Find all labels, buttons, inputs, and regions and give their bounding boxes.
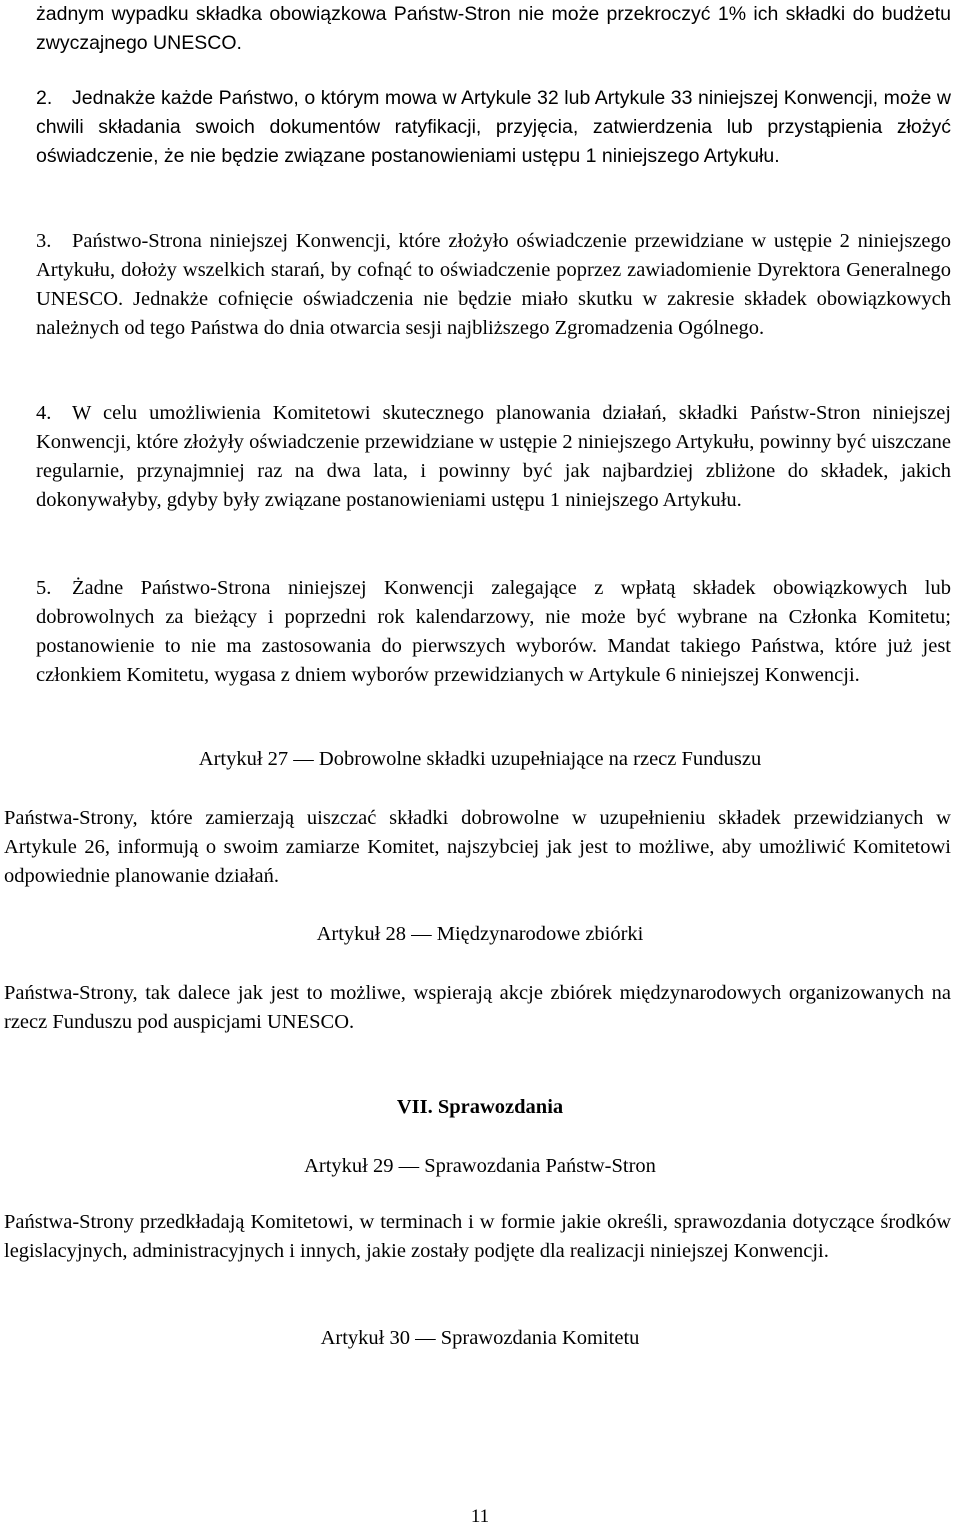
paragraph-4-text: W celu umożliwienia Komitetowi skutecznego planowania działań, składki Państw-Stron niniejszej Konwencji, które złożyły oświadczenie przewidziane w ustępie 2 niniejszego Artykułu, powinny być uiszczane regularnie, przynajmniej raz na dwa lata, i powinny być jak najbardziej zbliżone do składek, jakich dokonywałyby, gdyby były związane postanowieniami ustępu 1 niniejszego Artykułu.: [36, 402, 951, 511]
article-30-heading: Artykuł 30 — Sprawozdania Komitetu: [320, 1327, 640, 1349]
paragraph-2-text: Jednakże każde Państwo, o którym mowa w Artykule 32 lub Artykule 33 niniejszej Konwencji, może w chwili składania swoich dokumentów ratyfikacji, przyjęcia, zatwierdzenia lub przystąpienia złożyć oświadczenie, że nie będzie związane postanowieniami ustępu 1 niniejszego Artykułu.: [36, 87, 951, 167]
paragraph-4-number: 4.: [36, 402, 52, 424]
paragraph-3: [36, 227, 951, 343]
paragraph-5-number: 5.: [36, 577, 52, 599]
article-29-text: Państwa-Strony przedkładają Komitetowi, w terminach i w formie jakie określi, sprawozdania dotyczące środków legislacyjnych, administracyjnych i innych, jakie zostały podjęte dla realizacji niniejszej Konwencji.: [4, 1211, 951, 1262]
page-number: 11: [470, 1506, 490, 1527]
article-27-heading: Artykuł 27 — Dobrowolne składki uzupełniające na rzecz Funduszu: [198, 748, 762, 770]
article-29-heading: Artykuł 29 — Sprawozdania Państw-Stron: [304, 1155, 656, 1177]
section-heading: VII. Sprawozdania: [396, 1096, 564, 1118]
paragraph-2: [36, 84, 951, 171]
article-28-heading: Artykuł 28 — Międzynarodowe zbiórki: [316, 923, 644, 945]
paragraph-5-text: Żadne Państwo-Strona niniejszej Konwencji zalegające z wpłatą składek obowiązkowych lub dobrowolnych za bieżący i poprzedni rok kalendarzowy, nie może być wybrane na Członka Komitetu; postanowienie to nie ma zastosowania do pierwszych wyborów. Mandat takiego Państwa, które już jest członkiem Komitetu, wygasa z dniem wyborów przewidzianych w Artykule 6 niniejszej Konwencji.: [36, 577, 951, 686]
paragraph-5: [36, 574, 951, 690]
paragraph-4: [36, 399, 951, 515]
paragraph-fragment: żadnym wypadku składka obowiązkowa Państw-Stron nie może przekroczyć 1% ich składki do budżetu zwyczajnego UNESCO.: [36, 3, 951, 54]
article-28-text: Państwa-Strony, tak dalece jak jest to możliwe, wspierają akcje zbiórek międzynarodowych organizowanych na rzecz Funduszu pod auspicjami UNESCO.: [4, 982, 951, 1033]
paragraph-3-number: 3.: [36, 230, 52, 252]
paragraph-3-text: Państwo-Strona niniejszej Konwencji, które złożyło oświadczenie przewidziane w ustępie 2 niniejszego Artykułu, dołoży wszelkich starań, by cofnąć to oświadczenie poprzez zawiadomienie Dyrektora Generalnego UNESCO. Jednakże cofnięcie oświadczenia nie będzie miało skutku w zakresie składek obowiązkowych należnych od tego Państwa do dnia otwarcia sesji najbliższego Zgromadzenia Ogólnego.: [36, 230, 951, 339]
paragraph-2-number: 2.: [36, 87, 53, 109]
article-27-text: Państwa-Strony, które zamierzają uiszczać składki dobrowolne w uzupełnieniu składek przewidzianych w Artykule 26, informują o swoim zamiarze Komitet, najszybciej jak jest to możliwe, aby umożliwić Komitetowi odpowiednie planowanie działań.: [4, 807, 951, 887]
